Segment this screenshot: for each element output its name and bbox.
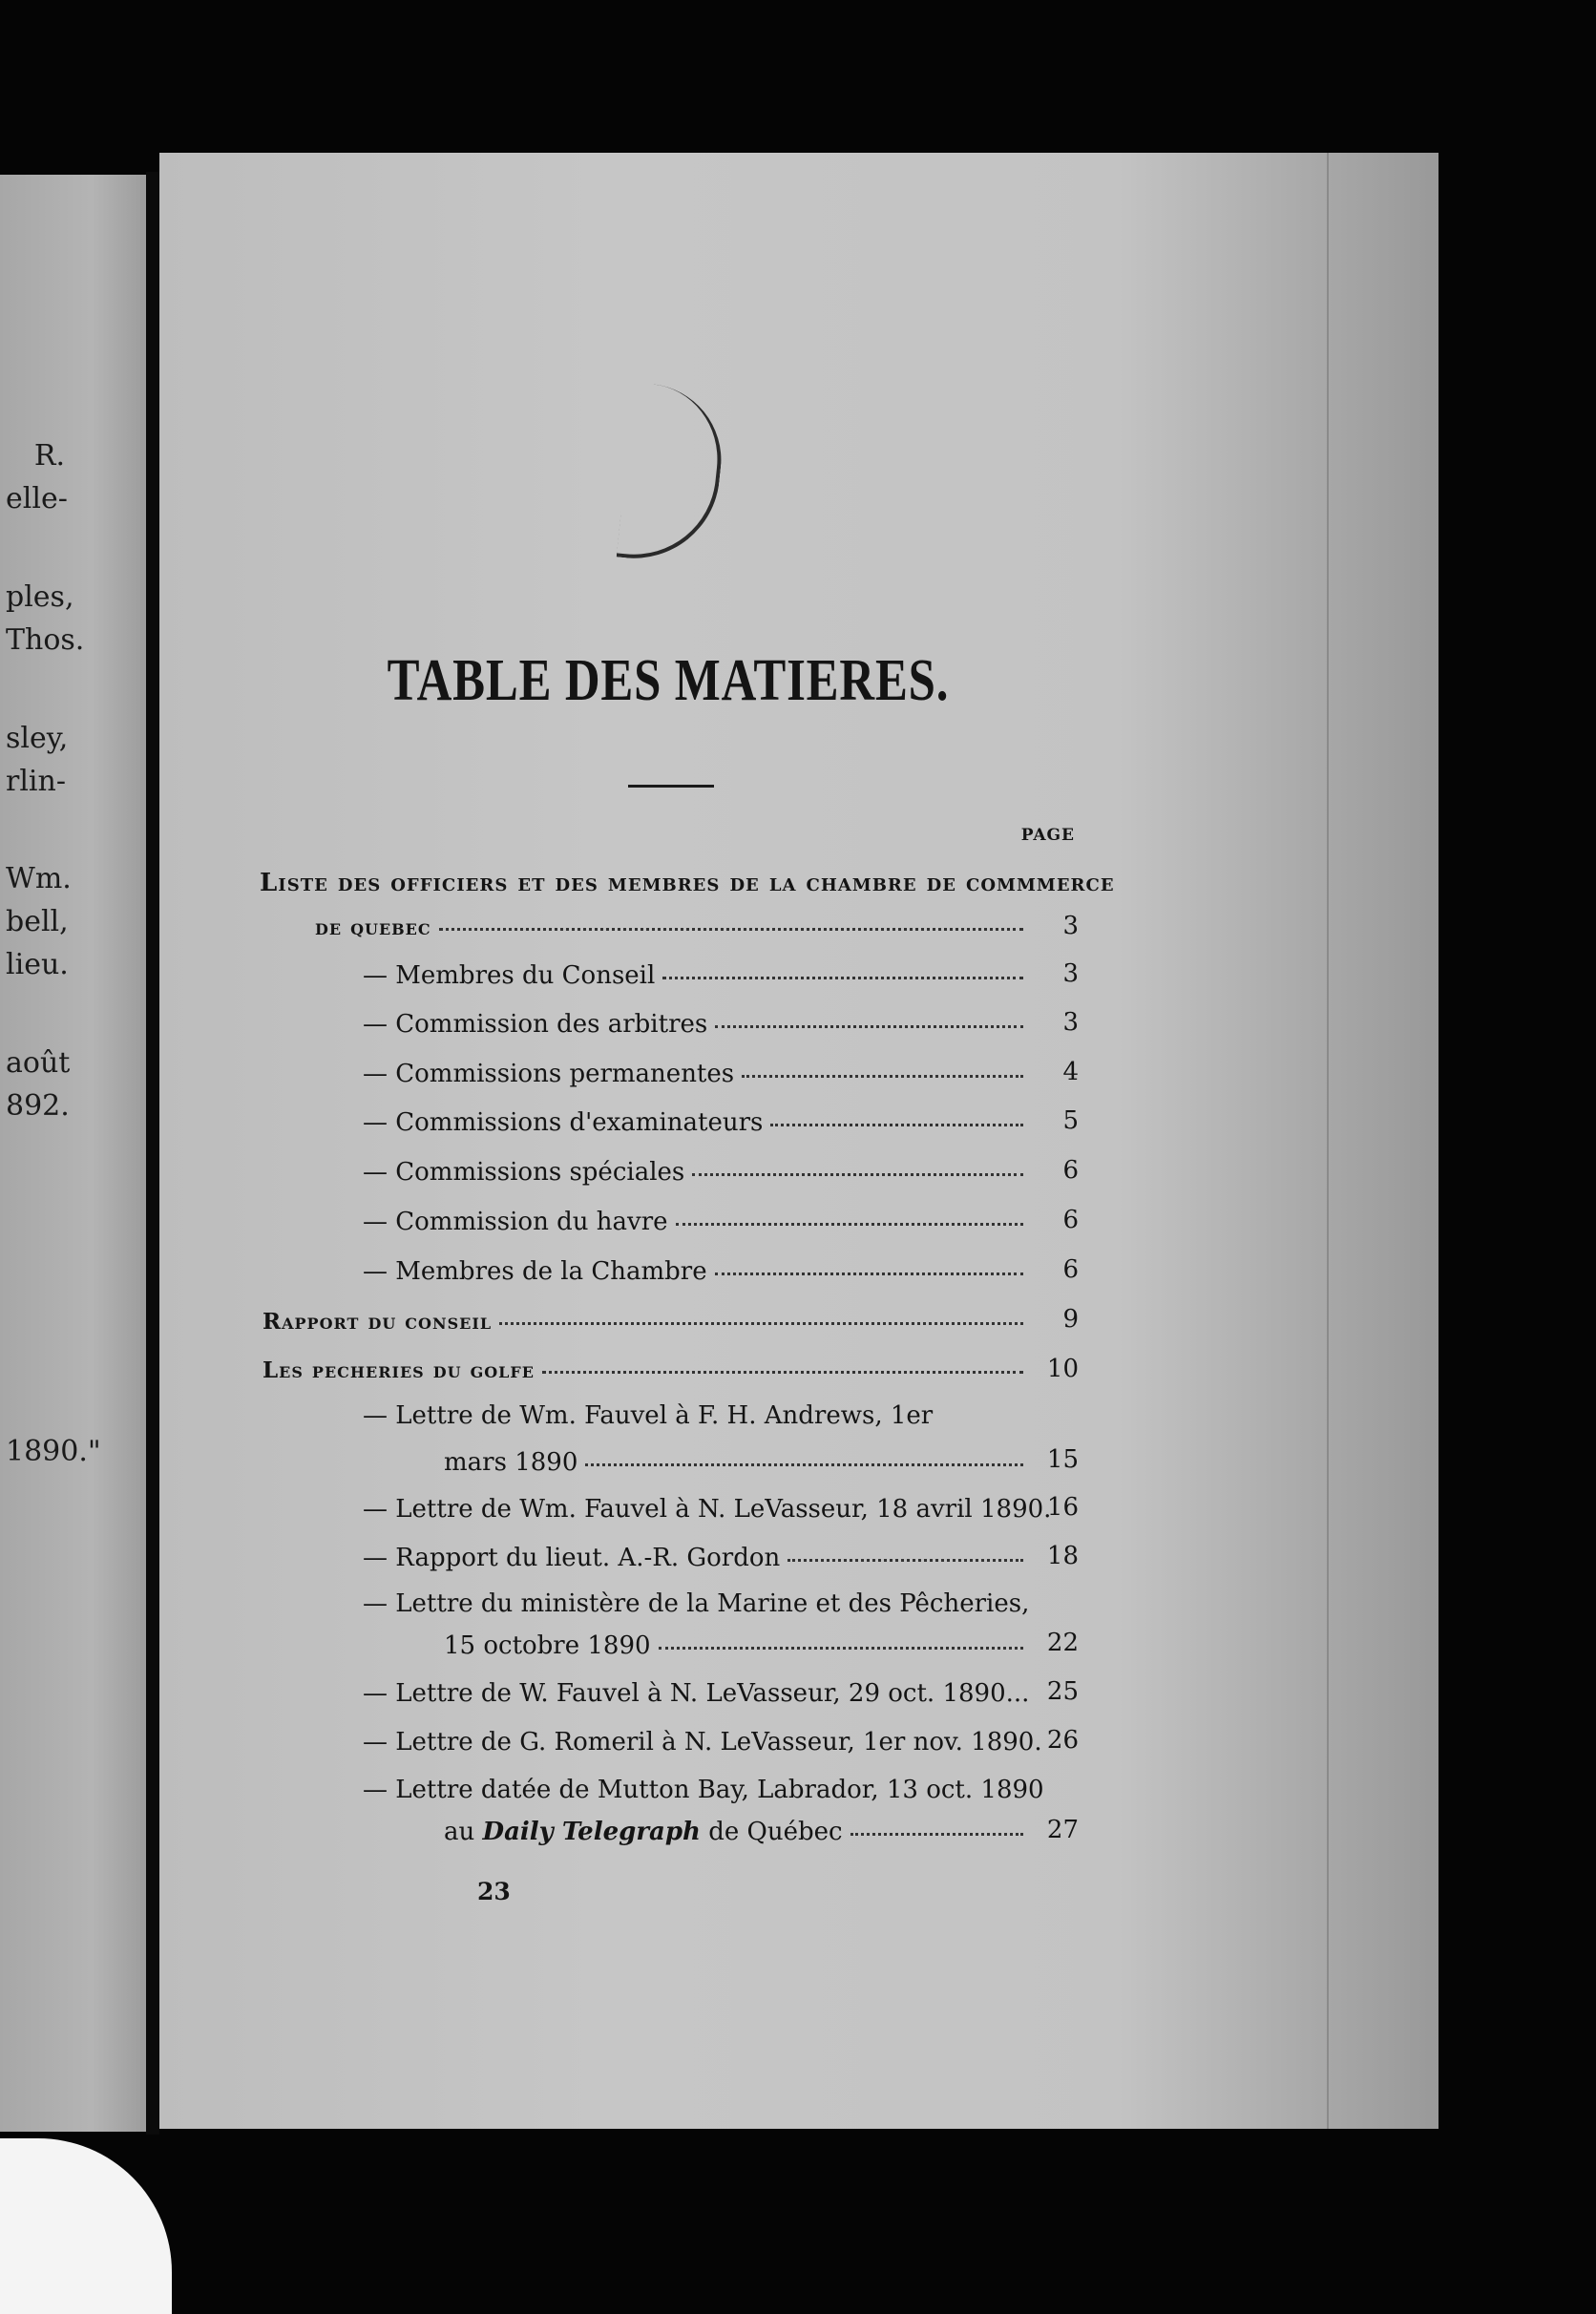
toc-page-number: 9	[1062, 1305, 1079, 1334]
toc-page-number: 27	[1046, 1816, 1079, 1844]
leader-dots	[439, 924, 1023, 931]
toc-entry-label: — Membres du Conseil	[363, 961, 656, 990]
toc-entry-label: Rapport du conseil	[262, 1309, 493, 1335]
toc-entry-label: — Lettre de Wm. Fauvel à F. H. Andrews, 1er	[363, 1401, 934, 1430]
toc-entry	[262, 1357, 1031, 1383]
toc-entry-label: Les pecheries du golfe	[262, 1357, 535, 1383]
toc-entry-label: de quebec	[315, 915, 431, 940]
toc-entry-label: — Membres de la Chambre	[363, 1257, 707, 1286]
toc-page-number: 25	[1046, 1677, 1079, 1706]
toc-page-number: 3	[1062, 1008, 1079, 1037]
toc-page-number: 3	[1062, 959, 1079, 988]
toc-page-number: 3	[1062, 912, 1079, 940]
toc-label-italic: Daily Telegraph	[482, 1818, 701, 1846]
leader-dots	[692, 1169, 1023, 1176]
toc-entry-label: — Commissions permanentes	[363, 1060, 735, 1088]
leader-dots	[788, 1555, 1023, 1562]
left-text-fragment: Wm.	[6, 862, 72, 895]
toc-entry	[363, 1158, 1031, 1187]
toc-page-number: 10	[1046, 1355, 1079, 1383]
toc-entry-label: — Commissions d'examinateurs	[363, 1108, 764, 1137]
toc-entry-label	[444, 1818, 843, 1846]
toc-page-number: 6	[1062, 1255, 1079, 1284]
leader-dots	[585, 1460, 1023, 1466]
toc-entry-label: — Lettre de W. Fauvel à N. LeVasseur, 29 oct. 1890...	[363, 1679, 1030, 1708]
leader-dots	[742, 1071, 1023, 1078]
left-text-fragment: août	[6, 1046, 71, 1080]
toc-label-suffix: de Québec	[700, 1818, 843, 1846]
toc-page-number: 6	[1062, 1206, 1079, 1234]
toc-entry-label: — Commission du havre	[363, 1208, 668, 1236]
left-text-fragment: 892.	[6, 1089, 70, 1123]
toc-entry-label: — Lettre de Wm. Fauvel à N. LeVasseur, 18 avril 1890.	[363, 1495, 1052, 1524]
toc-page-number: 18	[1046, 1542, 1079, 1570]
toc-entry-label: — Lettre du ministère de la Marine et des Pêcheries,	[363, 1589, 1030, 1618]
left-text-fragment: 1890."	[6, 1435, 101, 1468]
leader-dots	[850, 1829, 1023, 1836]
toc-entry-label: Liste des officiers et des membres de la chambre de commmerce	[260, 869, 1115, 897]
toc-entry	[363, 1257, 1031, 1286]
toc-entry-label: 15 octobre 1890	[444, 1631, 651, 1660]
leader-dots	[770, 1120, 1023, 1126]
leader-dots	[659, 1643, 1023, 1650]
toc-label-prefix: au	[444, 1818, 483, 1846]
page-title: TABLE DES MATIERES.	[387, 648, 950, 713]
left-text-fragment: rlin-	[6, 765, 66, 798]
toc-entry-label: mars 1890	[444, 1448, 578, 1477]
leader-dots	[499, 1318, 1023, 1325]
leader-dots	[542, 1367, 1023, 1374]
toc-entry-label: — Lettre datée de Mutton Bay, Labrador, 13 oct. 1890	[363, 1776, 1044, 1804]
toc-entry-label: — Commission des arbitres	[363, 1010, 708, 1039]
toc-page-number: 4	[1062, 1058, 1079, 1086]
footer-number: 23	[477, 1878, 511, 1905]
left-text-fragment: bell,	[6, 905, 69, 938]
page-column-header: PAGE	[1020, 826, 1075, 845]
toc-entry-label: — Lettre de G. Romeril à N. LeVasseur, 1er nov. 1890.	[363, 1728, 1042, 1757]
toc-entry	[363, 1060, 1031, 1088]
toc-entry	[363, 1108, 1031, 1137]
toc-entry	[363, 1208, 1031, 1236]
toc-entry	[363, 1010, 1031, 1039]
leader-dots	[715, 1021, 1023, 1028]
toc-entry-label: — Rapport du lieut. A.-R. Gordon	[363, 1544, 781, 1572]
toc-page-number: 22	[1046, 1629, 1079, 1657]
leader-dots	[715, 1269, 1023, 1275]
left-text-fragment: R.	[33, 439, 65, 473]
toc-page-number: 5	[1062, 1106, 1079, 1135]
leader-dots	[662, 973, 1023, 979]
toc-page-number: 15	[1046, 1445, 1079, 1474]
leader-dots	[676, 1219, 1023, 1226]
toc-entry	[444, 1631, 1031, 1660]
toc-entry	[444, 1818, 1031, 1846]
toc-entry	[315, 915, 1031, 940]
toc-entry-label: — Commissions spéciales	[363, 1158, 685, 1187]
toc-page-number: 6	[1062, 1156, 1079, 1185]
toc-entry	[262, 1309, 1031, 1335]
toc-entry	[363, 1544, 1031, 1572]
left-text-fragment: elle-	[6, 482, 68, 515]
toc-entry	[444, 1448, 1031, 1477]
left-text-fragment: sley,	[6, 722, 69, 755]
left-text-fragment: ples,	[6, 580, 74, 614]
toc-entry	[363, 961, 1031, 990]
left-text-fragment: Thos.	[6, 623, 85, 657]
left-text-fragment: lieu.	[6, 948, 69, 981]
toc-page-number: 16	[1046, 1493, 1079, 1522]
toc-page-number: 26	[1046, 1726, 1079, 1755]
